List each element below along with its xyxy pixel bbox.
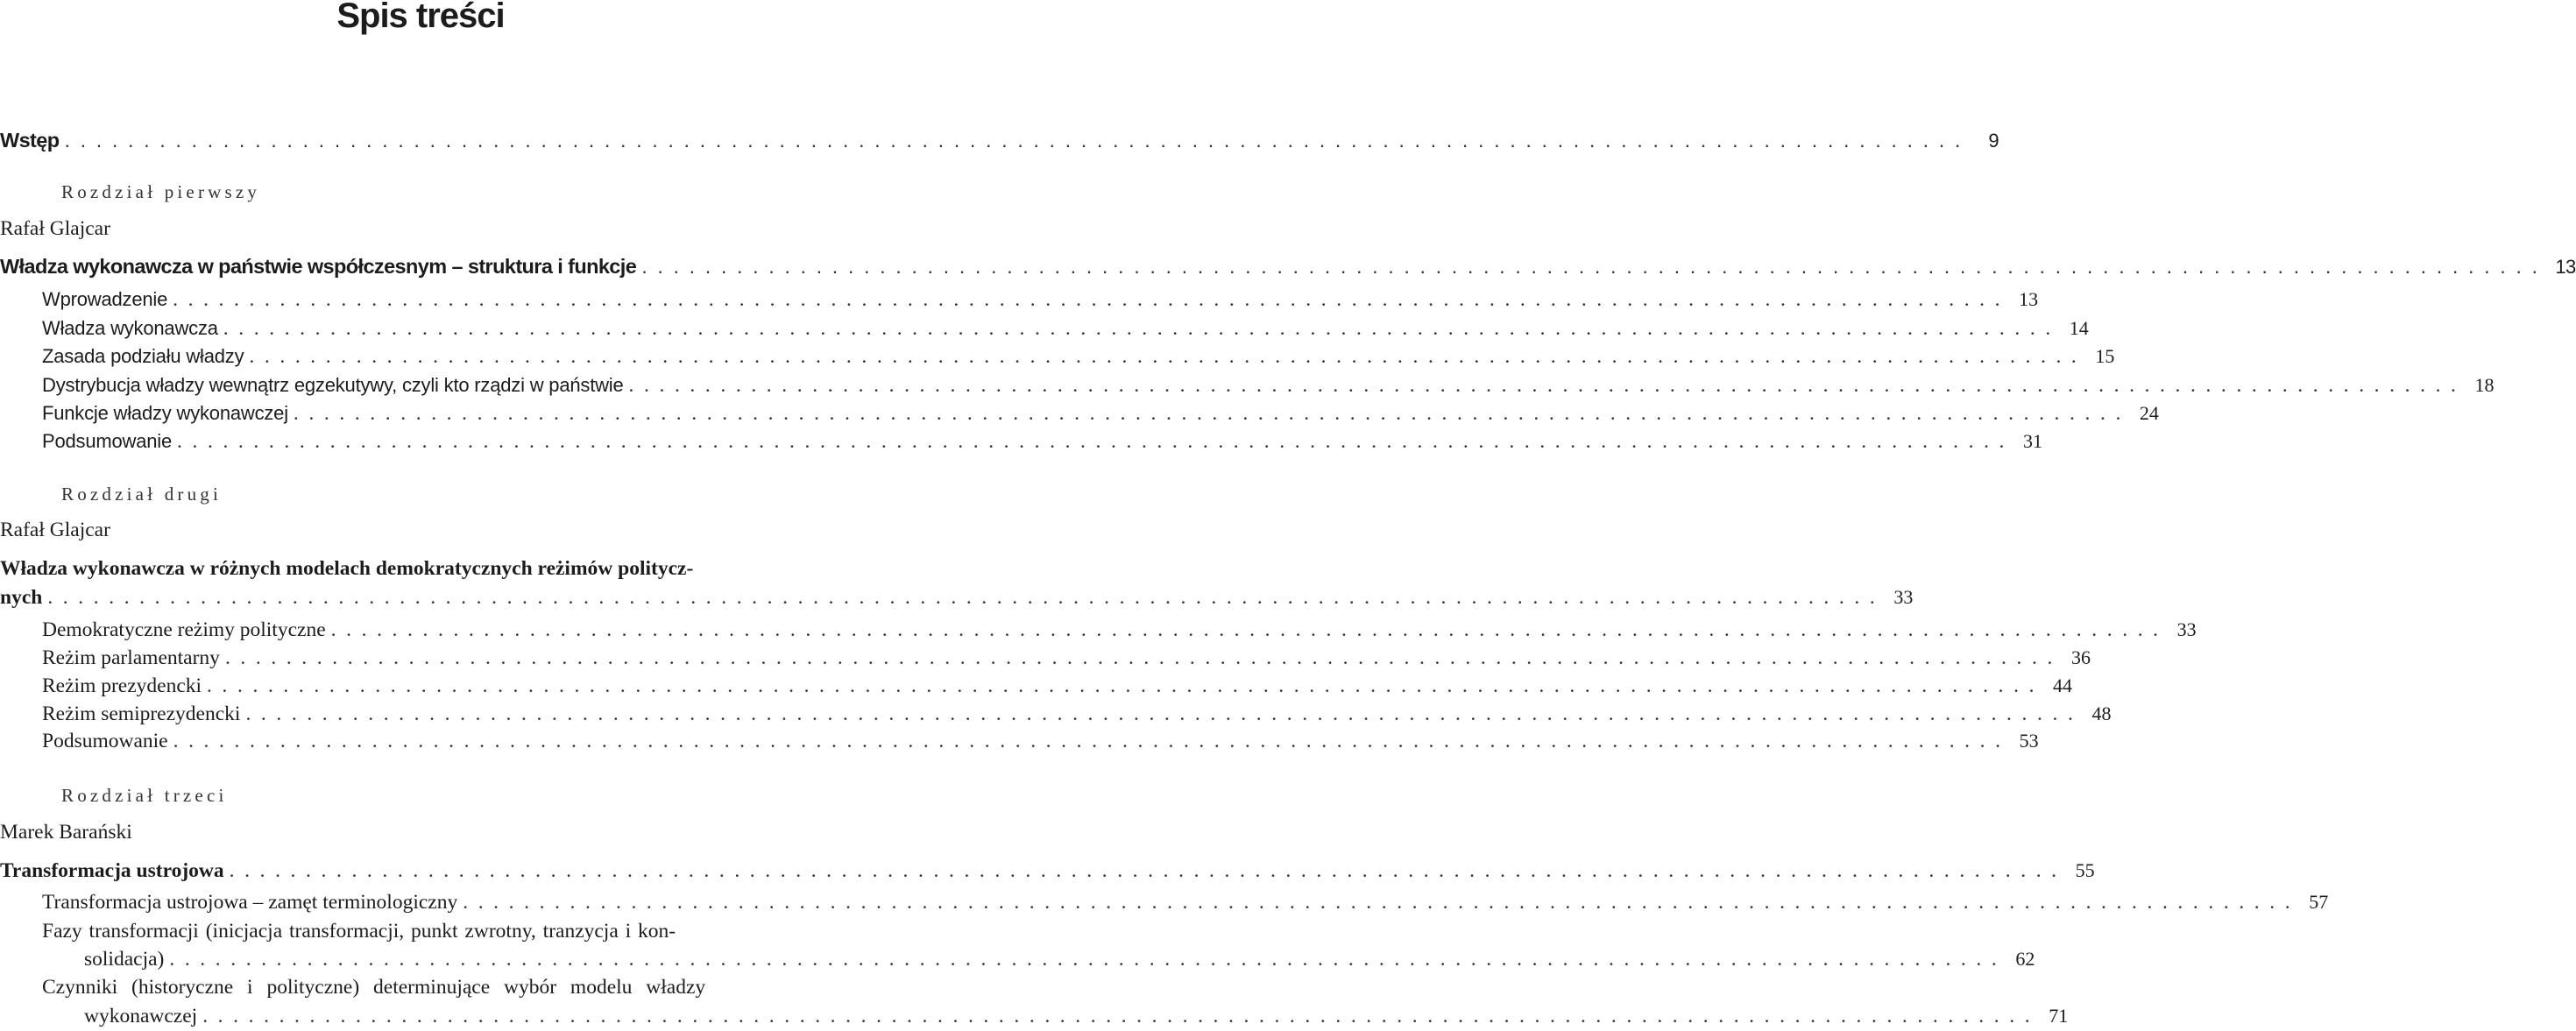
toc-chapter-heading[interactable] [0,583,1914,611]
toc-page-number: 36 [2070,646,2091,668]
toc-page-number: 13 [2019,288,2039,310]
toc-section[interactable] [42,672,2073,700]
toc-section[interactable] [42,727,2039,755]
toc-section[interactable] [42,399,2159,427]
dot-leader: ........................................................................................................................ [641,255,2548,278]
toc-section[interactable] [42,286,2039,314]
dot-leader: ........................................................................................................................ [202,1005,2041,1027]
dot-leader: ........................................................................................................................ [47,586,1886,609]
toc-chapter-heading[interactable] [0,252,2576,280]
toc-entry-label: Dystrybucja władzy wewnątrz egzekutywy, czyli kto rządzi w państwie [42,374,624,396]
toc-entry-label: Funkcje władzy wykonawczej [42,402,288,424]
dot-leader: ........................................................................................................................ [169,948,2007,971]
toc-page-number: 71 [2049,1005,2069,1027]
toc-page-number: 24 [2139,402,2159,424]
toc-entry-label: Podsumowanie [42,730,168,752]
chapter-label: Rozdział trzeci [61,785,228,806]
dot-leader: ........................................................................................................................ [64,129,1971,152]
toc-section[interactable] [42,342,2115,371]
toc-entry-label: Reżim semiprezydencki [42,703,241,725]
toc-section[interactable] [84,1002,2069,1030]
dot-leader: ........................................................................................................................ [173,730,2011,752]
toc-section[interactable] [42,371,2495,399]
toc-entry-label: Władza wykonawcza [42,317,218,339]
chapter-label: Rozdział pierwszy [61,181,261,202]
toc-entry-label: Wprowadzenie [42,288,168,310]
toc-page-number: 18 [2474,374,2495,396]
toc-page-number: 55 [2075,859,2095,881]
toc-page-number: 13 [2555,256,2576,278]
toc-page-number: 44 [2053,674,2073,696]
chapter-label: Rozdział drugi [61,484,223,505]
dot-leader: ........................................................................................................................ [293,402,2131,425]
dot-leader: ........................................................................................................................ [330,618,2169,641]
toc-entry-label: Demokratyczne reżimy polityczne [42,618,326,641]
toc-section[interactable] [42,314,2089,342]
toc-section[interactable] [42,644,2091,672]
page-title: Spis treści [336,0,505,35]
toc-chapter-heading-line[interactable]: Władza wykonawcza w różnych modelach demokratycznych reżimów politycz- [0,557,694,580]
toc-entry-label: solidacja) [84,948,165,971]
toc-page-number: 53 [2019,730,2039,752]
toc-page-number: 62 [2015,948,2035,970]
toc-page-number: 33 [1893,586,1914,608]
toc-entry-label: Władza wykonawcza w państwie współczesnym – struktura i funkcje [0,255,637,278]
toc-entry-label: Reżim prezydencki [42,674,202,697]
toc-section[interactable] [42,700,2112,728]
dot-leader: ........................................................................................................................ [249,345,2087,368]
toc-entry-label: Transformacja ustrojowa [0,859,224,882]
toc-chapter-heading[interactable] [0,857,2095,885]
toc-page-number: 33 [2176,618,2197,640]
toc-section[interactable] [42,427,2043,455]
toc-entry-label: Wstęp [0,129,60,152]
toc-entry-label: nych [0,586,43,609]
dot-leader: ........................................................................................................................ [229,859,2067,882]
toc-section[interactable] [84,945,2035,973]
toc-section[interactable] [42,888,2329,916]
toc-entry-label: Zasada podziału władzy [42,345,244,367]
chapter-author: Marek Barański [0,821,132,844]
dot-leader: ........................................................................................................................ [207,674,2045,697]
toc-page-number: 31 [2023,430,2043,452]
toc-entry-label: Reżim parlamentarny [42,646,220,669]
dot-leader: ........................................................................................................................ [177,430,2015,453]
toc-section-line[interactable]: Czynniki (historyczne i polityczne) determinujące wybór modelu władzy [42,976,706,999]
toc-section-line[interactable]: Fazy transformacji (inicjacja transformacji, punkt zwrotny, tranzycja i kon- [42,920,676,943]
toc-section[interactable] [42,616,2197,644]
dot-leader: ........................................................................................................................ [224,646,2063,669]
toc-entry-intro[interactable] [0,126,1999,154]
toc-page-number: 15 [2095,345,2115,367]
toc-entry-label: wykonawczej [84,1005,198,1027]
dot-leader: ........................................................................................................................ [245,703,2084,725]
chapter-author: Rafał Glajcar [0,519,110,541]
toc-page-number: 9 [1988,130,1999,152]
dot-leader: ........................................................................................................................ [628,374,2466,397]
dot-leader: ........................................................................................................................ [223,317,2061,340]
chapter-author: Rafał Glajcar [0,217,110,240]
dot-leader: ........................................................................................................................ [463,891,2301,914]
toc-entry-label: Podsumowanie [42,430,173,452]
toc-page-number: 48 [2091,703,2112,724]
toc-page-number: 57 [2309,891,2329,913]
dot-leader: ........................................................................................................................ [173,288,2011,311]
toc-page-number: 14 [2069,317,2089,339]
toc-entry-label: Transformacja ustrojowa – zamęt terminologiczny [42,891,458,914]
